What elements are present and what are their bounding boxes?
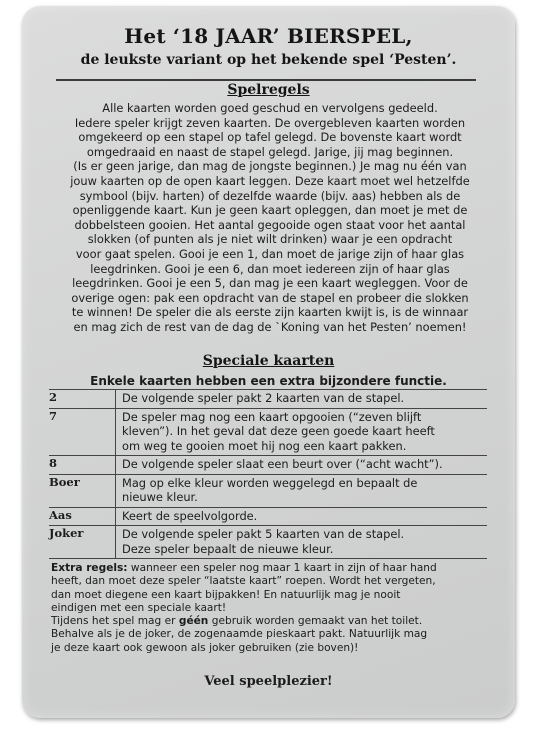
spelregels-line: omgedraaid en naast de stapel gelegd. Jarige, jij mag beginnen. xyxy=(86,144,454,159)
spelregels-line: symbool (bijv. harten) of dezelfde waarde (bijv. aas) hebben als de xyxy=(79,188,461,203)
special-card-row xyxy=(49,408,487,456)
special-card-key: Boer xyxy=(49,474,80,489)
closing-text: Veel speelplezier! xyxy=(204,674,333,689)
special-card-description-line: Deze speler bepaalt de nieuwe kleur. xyxy=(122,541,334,556)
spelregels-line: leegdrinken. Gooi je een 6, dan moet iedereen zijn of haar glas xyxy=(90,261,450,276)
spelregels-text xyxy=(50,101,490,335)
special-card-key: Aas xyxy=(49,507,72,522)
special-card-row xyxy=(49,455,487,474)
spelregels-line: overige ogen: pak een opdracht van de stapel en probeer die slokken xyxy=(71,290,469,305)
spelregels-line: Iedere speler krijgt zeven kaarten. De overgebleven kaarten worden xyxy=(74,115,466,130)
special-card-description-line: nieuwe kleur. xyxy=(122,490,198,504)
speciale-kaarten-heading: Speciale kaarten xyxy=(202,353,335,369)
spelregels-line: (Is er geen jarige, dan mag de jongste beginnen.) Je mag nu één van xyxy=(73,159,467,174)
extra-rules-line: je deze kaart ook gewoon als joker gebruiken (zie boven)! xyxy=(51,641,359,654)
special-card-description-line: Keert de speelvolgorde. xyxy=(122,508,258,523)
spelregels-line: jouw kaarten op de open kaart leggen. Deze kaart moet wel hetzelfde xyxy=(70,173,470,188)
spelregels-line: Alle kaarten worden goed geschud en vervolgens gedeeld. xyxy=(102,101,438,115)
special-card-description-line: kleven”). In het geval dat deze geen goede kaart heeft xyxy=(122,424,435,438)
extra-rules-block-a xyxy=(51,575,491,615)
special-card-description xyxy=(115,508,487,526)
special-card-description xyxy=(115,409,487,456)
extra-rules-line-text: wanneer een speler nog maar 1 kaart in zijn of haar hand xyxy=(127,562,437,574)
extra-rules-line: Behalve als je de joker, de zogenaamde pieskaart pakt. Natuurlijk mag xyxy=(51,628,428,641)
special-card-key: 2 xyxy=(49,390,58,404)
toilet-line-bold: géén xyxy=(178,615,209,628)
special-card-description xyxy=(115,526,487,558)
special-card-description-line: De speler mag nog een kaart opgooien (“zeven blijft xyxy=(122,409,422,424)
spelregels-line: voor gaat spelen. Gooi je een 1, dan moet de jarige zijn of haar glas xyxy=(75,246,465,261)
special-card-description-line: Mag op elke kleur worden weggelegd en bepaalt de xyxy=(122,475,418,490)
game-title: Het ‘18 JAAR’ BIERSPEL, xyxy=(124,24,413,48)
spelregels-line: openliggende kaart. Kun je geen kaart opleggen, dan moet je met de xyxy=(72,203,468,218)
special-card-description-line: om weg te gooien moet hij nog een kaart pakken. xyxy=(122,438,407,453)
extra-rules-line: heeft, dan moet deze speler “laatste kaart” roepen. Wordt het vergeten, xyxy=(51,575,436,588)
special-card-row xyxy=(49,507,487,526)
special-card-row xyxy=(49,525,487,559)
spelregels-line: leegdrinken. Gooi je een 5, dan mag je een kaart wegleggen. Voor de xyxy=(72,276,468,291)
spelregels-heading: Spelregels xyxy=(227,82,310,98)
special-card-row xyxy=(49,474,487,507)
special-card-row xyxy=(49,389,487,408)
toilet-line-pre: Tijdens het spel mag er xyxy=(51,615,179,628)
spelregels-line: te winnen! De speler die als eerste zijn kaarten kwijt is, is de winnaar xyxy=(71,305,469,320)
special-card-key: 8 xyxy=(49,456,58,470)
game-rules-card xyxy=(22,6,515,718)
extra-rules-first-line xyxy=(51,562,491,575)
special-card-description-line: De volgende speler pakt 2 kaarten van de stapel. xyxy=(122,391,405,405)
spelregels-line: dobbelsteen gooien. Het aantal gegooide ogen staat voor het aantal xyxy=(74,217,466,232)
divider xyxy=(56,79,476,81)
special-card-description-line: De volgende speler pakt 5 kaarten van de stapel. xyxy=(122,527,405,541)
special-card-description-line: De volgende speler slaat een beurt over (“acht wacht”). xyxy=(122,457,443,471)
special-card-key: 7 xyxy=(49,408,58,423)
special-card-description xyxy=(115,456,487,474)
spelregels-line: slokken (of punten als je niet wilt drinken) waar je een opdracht xyxy=(87,232,453,247)
special-cards-table xyxy=(49,389,487,559)
special-card-key: Joker xyxy=(49,526,84,540)
extra-rules-block-c xyxy=(51,628,491,655)
extra-rules-line: eindigen met een speciale kaart! xyxy=(51,601,227,614)
special-card-description xyxy=(115,390,487,408)
toilet-line-post: gebruik worden gemaakt van het toilet. xyxy=(208,615,423,628)
special-card-description xyxy=(115,475,487,507)
extra-rules-toilet-line xyxy=(51,615,491,628)
spelregels-line: omgekeerd op een stapel op tafel gelegd. De bovenste kaart wordt xyxy=(78,130,462,145)
spelregels-line: en mag zich de rest van de dag de `Koning van het Pesten’ noemen! xyxy=(73,319,467,334)
speciale-kaarten-subheading: Enkele kaarten hebben een extra bijzondere functie. xyxy=(90,374,447,388)
extra-rules-label: Extra regels: xyxy=(51,562,128,574)
game-subtitle: de leukste variant op het bekende spel ‘Pesten’. xyxy=(80,52,457,68)
extra-rules xyxy=(51,562,491,655)
extra-rules-line: dan moet diegene een kaart bijpakken! En natuurlijk mag je nooit xyxy=(51,588,401,601)
